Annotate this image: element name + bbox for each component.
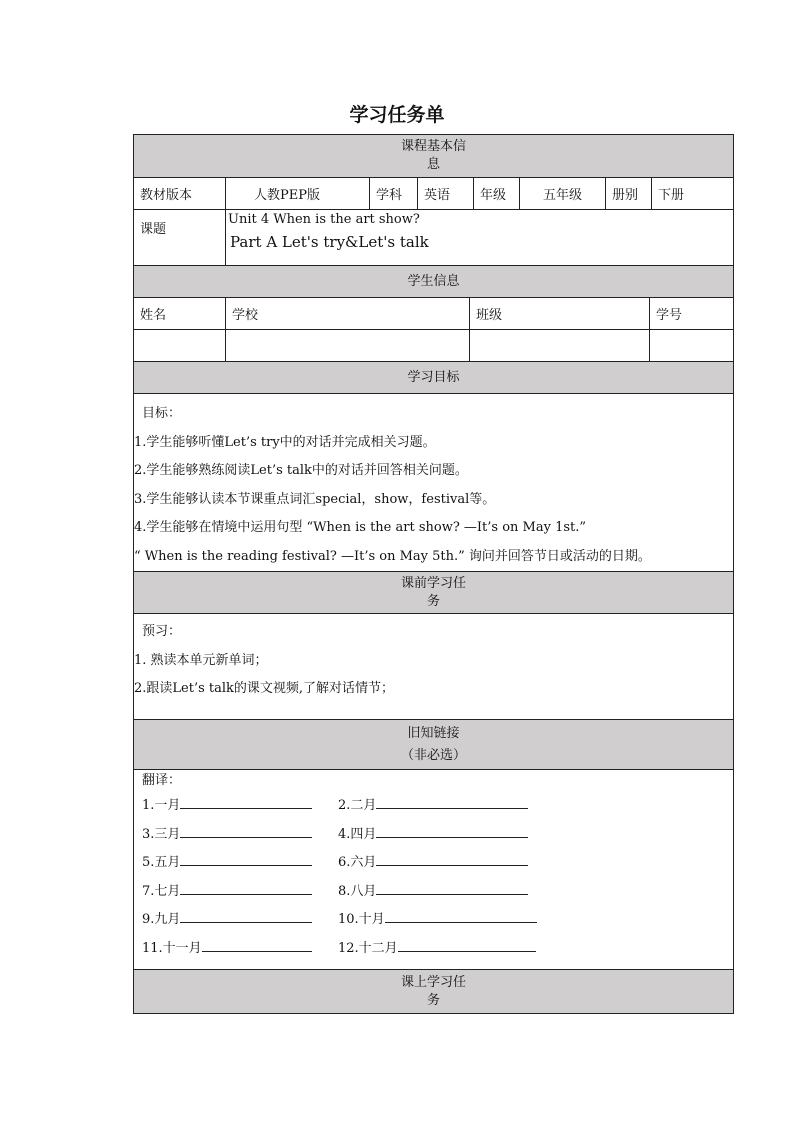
- grade-label: 年级: [474, 178, 520, 209]
- review-header-row: [133, 720, 734, 770]
- goals-label: 目标：: [142, 406, 182, 421]
- preclass-header-row: [133, 572, 734, 614]
- class-label: 班级: [470, 298, 650, 329]
- edition-label: 教材版本: [134, 178, 226, 209]
- topic-value: [226, 210, 733, 265]
- month-item: 3.三月: [142, 821, 338, 850]
- answer-blank[interactable]: [202, 937, 312, 952]
- preview-item: 2.跟读Let’s talk的课文视频,了解对话情节；: [134, 681, 395, 696]
- answer-blank[interactable]: [398, 937, 536, 952]
- name-label: 姓名: [134, 298, 226, 329]
- goals-header-row: [133, 362, 734, 394]
- goals-header: 学习目标: [134, 362, 733, 393]
- school-label: 学校: [226, 298, 470, 329]
- preclass-header: [134, 572, 733, 613]
- month-item: 6.六月: [338, 849, 548, 878]
- translate-row: [133, 770, 734, 970]
- goals-block: [134, 394, 733, 571]
- answer-blank[interactable]: [376, 823, 528, 838]
- student-id-label: 学号: [656, 308, 683, 323]
- month-item: 11.十一月: [142, 935, 338, 964]
- goal-item: 2.学生能够熟练阅读Let’s talk中的对话并回答相关问题。: [134, 463, 468, 478]
- page-title: 学习任务单: [349, 104, 445, 126]
- name-field[interactable]: [134, 330, 226, 361]
- goal-item: 4.学生能够在情境中运用句型 “When is the art show? —It’s on May 1st.”: [134, 520, 587, 535]
- preview-label: 预习：: [142, 624, 182, 639]
- header-line: 课程基本信: [400, 139, 466, 154]
- header-line: 务: [426, 593, 440, 609]
- student-info-header: 学生信息: [134, 266, 733, 297]
- answer-blank[interactable]: [180, 880, 312, 895]
- edition-value: 人教PEP版: [226, 178, 370, 209]
- answer-blank[interactable]: [180, 823, 312, 838]
- month-item: 9.九月: [142, 906, 338, 935]
- student-values-row: [133, 330, 734, 362]
- task-table: [133, 134, 734, 1014]
- topic-label: 课题: [134, 210, 226, 265]
- header-line: 课前学习任: [400, 575, 466, 591]
- topic-row: [133, 210, 734, 266]
- school-field[interactable]: [226, 330, 470, 361]
- topic-line-2: Part A Let's try&Let's talk: [230, 233, 429, 251]
- answer-blank[interactable]: [180, 794, 312, 809]
- translate-label: 翻译：: [142, 773, 182, 788]
- inclass-header-row: [133, 970, 734, 1014]
- months-grid: [142, 792, 733, 963]
- month-item: 10.十月: [338, 906, 548, 935]
- preview-item: 1. 熟读本单元新单词；: [134, 652, 268, 668]
- answer-blank[interactable]: [376, 880, 528, 895]
- volume-label: 册别: [606, 178, 652, 209]
- answer-blank[interactable]: [376, 851, 528, 866]
- month-item: 12.十二月: [338, 935, 548, 964]
- topic-line-1: Unit 4 When is the art show?: [228, 212, 420, 227]
- answer-blank[interactable]: [376, 794, 528, 809]
- subject-value: 英语: [418, 178, 474, 209]
- translate-block: [134, 770, 733, 969]
- month-item: 2.二月: [338, 792, 548, 821]
- review-header: [134, 720, 733, 769]
- answer-blank[interactable]: [385, 908, 537, 923]
- month-item: 4.四月: [338, 821, 548, 850]
- goal-item: “ When is the reading festival? —It’s on May 5th.” 询问并回答节日或活动的日期。: [134, 548, 651, 564]
- answer-blank[interactable]: [180, 851, 312, 866]
- preview-block: [134, 614, 733, 719]
- header-line: 旧知链接: [407, 725, 460, 741]
- student-id-field[interactable]: [650, 330, 733, 361]
- header-line: 务: [426, 992, 440, 1008]
- basic-info-row: [133, 178, 734, 210]
- goal-item: 3.学生能够认读本节课重点词汇special，show，festival等。: [134, 491, 496, 507]
- inclass-header: [134, 970, 733, 1013]
- preview-row: [133, 614, 734, 720]
- class-field[interactable]: [470, 330, 650, 361]
- goals-row: [133, 394, 734, 572]
- month-item: 7.七月: [142, 878, 338, 907]
- goal-item: 1.学生能够听懂Let’s try中的对话并完成相关习题。: [134, 434, 436, 450]
- grade-value: 五年级: [520, 178, 606, 209]
- header-line: （非必选）: [400, 747, 466, 763]
- student-info-header-row: [133, 266, 734, 298]
- answer-blank[interactable]: [180, 908, 312, 923]
- header-line: 息: [426, 157, 440, 172]
- subject-label: 学科: [370, 178, 418, 209]
- basic-info-header: [134, 135, 733, 177]
- month-item: 5.五月: [142, 849, 338, 878]
- month-item: 1.一月: [142, 792, 338, 821]
- month-item: 8.八月: [338, 878, 548, 907]
- student-labels-row: [133, 298, 734, 330]
- volume-value: 下册: [658, 188, 685, 203]
- header-line: 课上学习任: [400, 974, 466, 990]
- basic-info-header-row: [133, 134, 734, 178]
